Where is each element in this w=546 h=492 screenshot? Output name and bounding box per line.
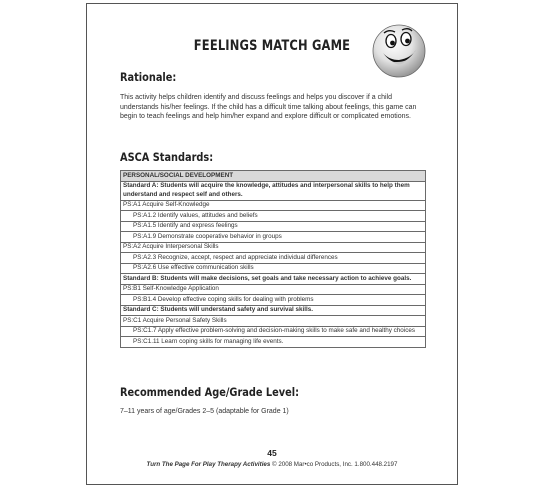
book-title: Turn The Page For Play Therapy Activities xyxy=(146,461,271,468)
competency-cell: PS:A1.2 Identify values, attitudes and beliefs xyxy=(121,211,426,222)
competency-cell: PS:A1.9 Demonstrate cooperative behavior in groups xyxy=(121,232,426,243)
table-row xyxy=(121,337,426,348)
table-row xyxy=(121,253,426,264)
table-row xyxy=(121,326,426,337)
smiley-face-icon xyxy=(369,20,429,80)
table-row xyxy=(121,181,426,200)
page-number: 45 xyxy=(267,448,277,458)
header-cell: PERSONAL/SOCIAL DEVELOPMENT xyxy=(121,171,426,182)
asca-standards-heading: ASCA Standards: xyxy=(120,150,214,164)
competency-cell: PS:C1.7 Apply effective problem-solving and decision-making skills to make safe and healthy choices xyxy=(121,326,426,337)
table-row xyxy=(121,305,426,316)
standard-cell: Standard A: Students will acquire the knowledge, attitudes and interpersonal skills to help them understand and respect self and others. xyxy=(121,181,426,200)
competency-cell: PS:C1.11 Learn coping skills for managing life events. xyxy=(121,337,426,348)
table-row xyxy=(121,211,426,222)
table-row xyxy=(121,171,426,182)
document-page xyxy=(86,3,458,485)
table-row xyxy=(121,263,426,274)
category-cell: PS:B1 Self-Knowledge Application xyxy=(121,284,426,295)
page-title: FEELINGS MATCH GAME xyxy=(193,38,351,54)
copyright-text: © 2008 Mar•co Products, Inc. 1.800.448.2197 xyxy=(270,461,398,468)
competency-cell: PS:A2.6 Use effective communication skills xyxy=(121,263,426,274)
category-cell: PS:C1 Acquire Personal Safety Skills xyxy=(121,316,426,327)
category-cell: PS:A2 Acquire Interpersonal Skills xyxy=(121,242,426,253)
standard-cell: Standard C: Students will understand safety and survival skills. xyxy=(121,305,426,316)
table-row xyxy=(121,295,426,306)
age-grade-heading: Recommended Age/Grade Level: xyxy=(120,385,300,399)
table-row xyxy=(121,221,426,232)
table-row xyxy=(121,242,426,253)
age-grade-text: 7–11 years of age/Grades 2–5 (adaptable for Grade 1) xyxy=(120,408,289,415)
rationale-text: This activity helps children identify and discuss feelings and helps you discover if a child understands his/her feelings. If the child has a difficult time talking about feelings, this game can begin to teach feelings and help him/her expand and explore difficult or complicated emotions. xyxy=(120,94,417,120)
competency-cell: PS:B1.4 Develop effective coping skills for dealing with problems xyxy=(121,295,426,306)
standard-cell: Standard B: Students will make decisions, set goals and take necessary action to achieve goals. xyxy=(121,274,426,285)
table-row xyxy=(121,274,426,285)
table-row xyxy=(121,200,426,211)
page-footer xyxy=(87,461,457,468)
table-row xyxy=(121,284,426,295)
table-row xyxy=(121,316,426,327)
competency-cell: PS:A1.5 Identify and express feelings xyxy=(121,221,426,232)
table-row xyxy=(121,232,426,243)
category-cell: PS:A1 Acquire Self-Knowledge xyxy=(121,200,426,211)
competency-cell: PS:A2.3 Recognize, accept, respect and appreciate individual differences xyxy=(121,253,426,264)
asca-standards-table xyxy=(120,170,426,348)
rationale-heading: Rationale: xyxy=(120,70,177,84)
